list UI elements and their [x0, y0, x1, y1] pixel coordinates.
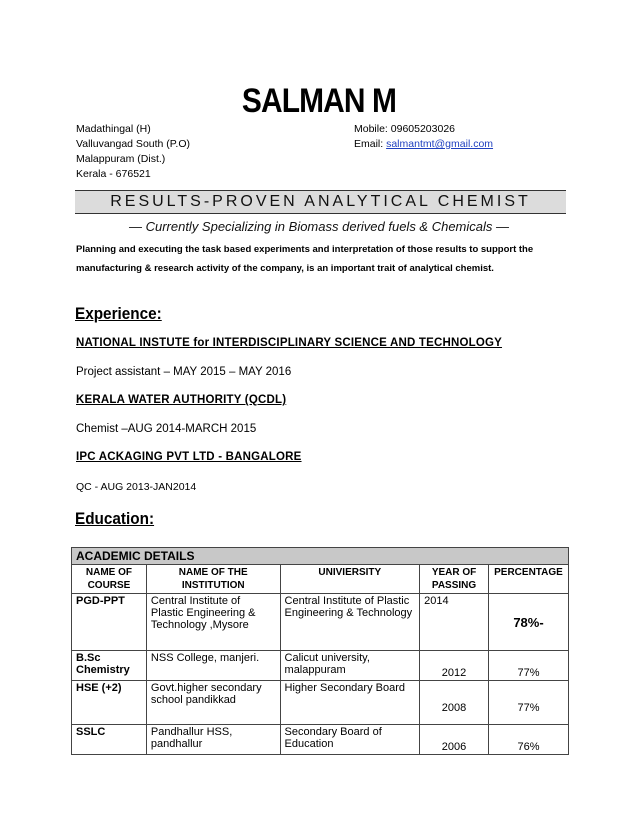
institution-cell: Central Institute of Plastic Engineering & Technology ,Mysore [146, 594, 280, 651]
course-cell: B.Sc Chemistry [72, 651, 147, 681]
column-header: UNIVIERSITY [280, 565, 420, 594]
address-line: Malappuram (Dist.) [76, 153, 166, 165]
experience-org: KERALA WATER AUTHORITY (QCDL) [76, 394, 287, 406]
institution-cell: Govt.higher secondary school pandikkad [146, 681, 280, 725]
headline-banner: RESULTS-PROVEN ANALYTICAL CHEMIST [75, 190, 566, 214]
course-cell: HSE (+2) [72, 681, 147, 725]
percentage-cell: 77% [488, 651, 568, 681]
email-link[interactable]: salmantmt@gmail.com [386, 138, 494, 150]
year-cell: 2014 [420, 594, 489, 651]
experience-role: Chemist –AUG 2014-MARCH 2015 [76, 423, 257, 435]
percentage-cell: 77% [488, 681, 568, 725]
address-line: Madathingal (H) [76, 123, 151, 135]
column-header: NAME OF COURSE [72, 565, 147, 594]
address-block [76, 122, 190, 182]
table-row [72, 725, 569, 755]
course-cell: SSLC [72, 725, 147, 755]
university-cell: Central Institute of Plastic Engineering & Technology [280, 594, 420, 651]
table-header-row [72, 565, 569, 594]
experience-org: IPC ACKAGING PVT LTD - BANGALORE [76, 451, 302, 463]
university-cell: Secondary Board of Education [280, 725, 420, 755]
university-cell: Calicut university, malappuram [280, 651, 420, 681]
year-cell: 2006 [420, 725, 489, 755]
institution-cell: NSS College, manjeri. [146, 651, 280, 681]
experience-role: QC - AUG 2013-JAN2014 [76, 481, 197, 493]
mobile-number: Mobile: 09605203026 [354, 123, 456, 135]
table-row [72, 681, 569, 725]
contact-block [354, 122, 493, 152]
experience-role: Project assistant – MAY 2015 – MAY 2016 [76, 366, 292, 378]
course-cell: PGD-PPT [72, 594, 147, 651]
education-heading: Education: [75, 509, 155, 528]
university-cell: Higher Secondary Board [280, 681, 420, 725]
column-header: NAME OF THE INSTITUTION [146, 565, 280, 594]
column-header: YEAR OF PASSING [420, 565, 489, 594]
percentage-cell: 78%- [488, 594, 568, 651]
table-title: ACADEMIC DETAILS [72, 548, 569, 565]
institution-cell: Pandhallur HSS, pandhallur [146, 725, 280, 755]
experience-heading: Experience: [75, 304, 162, 323]
table-row [72, 651, 569, 681]
tagline: — Currently Specializing in Biomass derived fuels & Chemicals — [128, 219, 510, 234]
address-line: Kerala - 676521 [76, 168, 151, 180]
year-cell: 2008 [420, 681, 489, 725]
email-line [354, 137, 493, 152]
academic-table [71, 547, 569, 755]
summary-paragraph: Planning and executing the task based experiments and interpretation of those results to support the manufacturing & research activity of the company, is an important trait of analytical chemist. [76, 244, 534, 274]
experience-org: NATIONAL INSTUTE for INTERDISCIPLINARY SCIENCE AND TECHNOLOGY [76, 337, 503, 349]
percentage-cell: 76% [488, 725, 568, 755]
year-cell: 2012 [420, 651, 489, 681]
email-label: Email: [354, 138, 387, 150]
table-title-row [72, 548, 569, 565]
column-header: PERCENTAGE [488, 565, 568, 594]
address-line: Valluvangad South (P.O) [76, 138, 191, 150]
table-row [72, 594, 569, 651]
candidate-name: SALMAN M [241, 82, 397, 120]
